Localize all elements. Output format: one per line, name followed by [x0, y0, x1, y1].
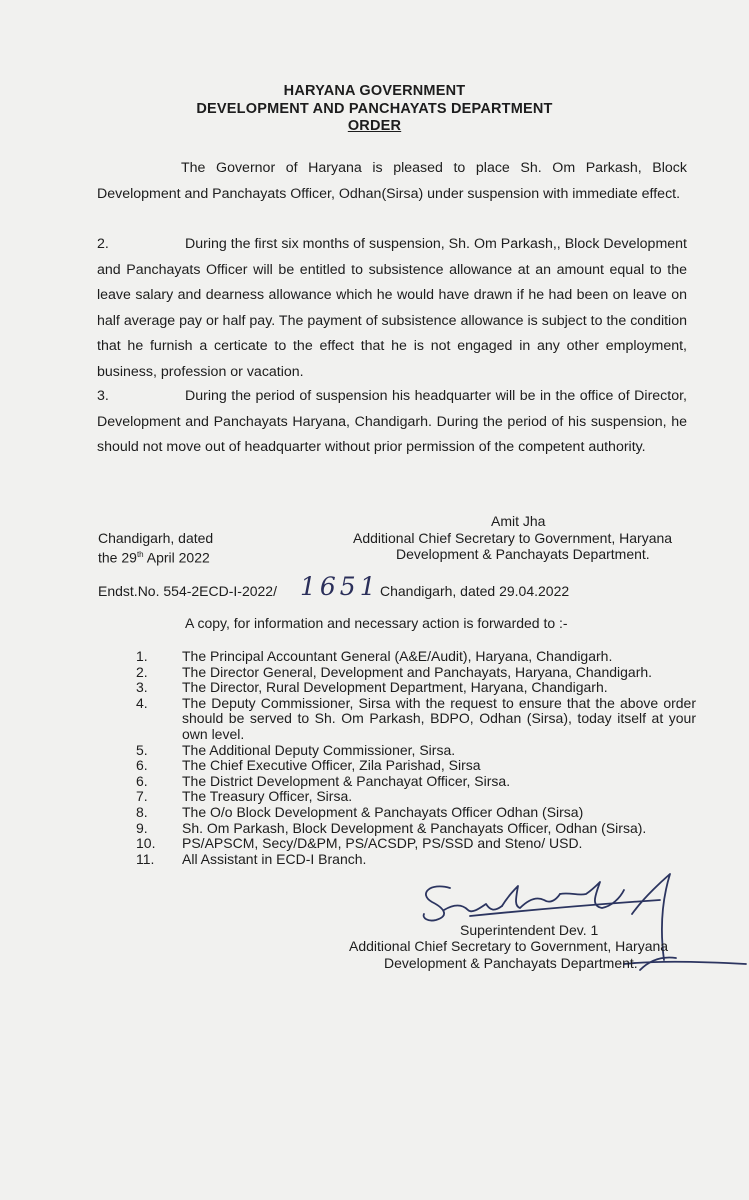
list-item: 7. The Treasury Officer, Sirsa.	[136, 788, 353, 805]
signatory-name: Amit Jha	[491, 513, 546, 529]
list-item: 10. PS/APSCM, Secy/D&PM, PS/ACSDP, PS/SSD and Steno/ USD.	[136, 835, 583, 852]
list-item: 3. The Director, Rural Development Department, Haryana, Chandigarh.	[136, 679, 608, 696]
list-item: 4. The Deputy Commissioner, Sirsa with the request to ensure that the above order should be served to Sh. Om Parkash, BDPO, Odhan (Sirsa), today itself at your own level.	[136, 694, 696, 742]
endorser-title: Superintendent Dev. 1	[460, 922, 599, 938]
endorsement-number: Endst.No. 554-2ECD-I-2022/	[98, 583, 277, 599]
list-item: 11. All Assistant in ECD-I Branch.	[136, 850, 367, 867]
place-date-line2: the 29th April 2022	[98, 549, 210, 566]
signatory-department: Development & Panchayats Department.	[396, 546, 650, 562]
paragraph-2-text: During the first six months of suspension, Sh. Om Parkash,, Block Development and Panchayats Officer will be entitled to subsistence allowance at an amount equal to the leave salary and dearness allowance which he would have drawn if he had been on leave on half average pay or half pay. The payment of subsistence allowance is subject to the condition that he furnish a certicate to the effect that he is not engaged in any other employment, business, profession or vacation.	[97, 236, 687, 380]
list-item: 2. The Director General, Development and Panchayats, Haryana, Chandigarh.	[136, 663, 653, 680]
copy-intro: A copy, for information and necessary action is forwarded to :-	[185, 615, 568, 631]
paragraph-2-number: 2.	[97, 236, 109, 252]
paragraph-1-text: The Governor of Haryana is pleased to place Sh. Om Parkash, Block Development and Panchayats Officer, Odhan(Sirsa) under suspension with immediate effect.	[97, 160, 687, 202]
paragraph-2	[97, 232, 687, 386]
paragraph-3	[97, 384, 687, 461]
paragraph-3-number: 3.	[97, 388, 109, 404]
list-item: 5. The Additional Deputy Commissioner, Sirsa.	[136, 741, 456, 758]
list-item: 1. The Principal Accountant General (A&E/Audit), Haryana, Chandigarh.	[136, 648, 613, 664]
paragraph-3-text: During the period of suspension his headquarter will be in the office of Director, Development and Panchayats Haryana, Chandigarh. During the period of his suspension, he should not move out of headquarter without prior permission of the competent authority.	[97, 388, 687, 456]
signatory-designation: Additional Chief Secretary to Government, Haryana	[353, 530, 673, 546]
list-item: 6. The Chief Executive Officer, Zila Parishad, Sirsa	[136, 757, 481, 774]
recipient-list	[136, 649, 696, 867]
place-date-line1: Chandigarh, dated	[98, 530, 214, 546]
order-title: ORDER	[347, 118, 402, 134]
header-department: DEVELOPMENT AND PANCHAYATS DEPARTMENT	[196, 101, 553, 117]
handwritten-endorsement-number: 1651	[300, 572, 380, 601]
header-order	[0, 118, 749, 134]
endorser-designation: Additional Chief Secretary to Government, Haryana	[349, 938, 669, 954]
list-item: 6. The District Development & Panchayat Officer, Sirsa.	[136, 772, 511, 789]
list-item: 9. Sh. Om Parkash, Block Development & Panchayats Officer, Odhan (Sirsa).	[136, 819, 647, 836]
header-government: HARYANA GOVERNMENT	[283, 83, 466, 99]
list-item: 8. The O/o Block Development & Panchayats Officer Odhan (Sirsa)	[136, 803, 584, 820]
endorser-department: Development & Panchayats Department.	[384, 955, 638, 971]
paragraph-1	[97, 156, 687, 207]
endorsement-date: Chandigarh, dated 29.04.2022	[380, 583, 570, 599]
